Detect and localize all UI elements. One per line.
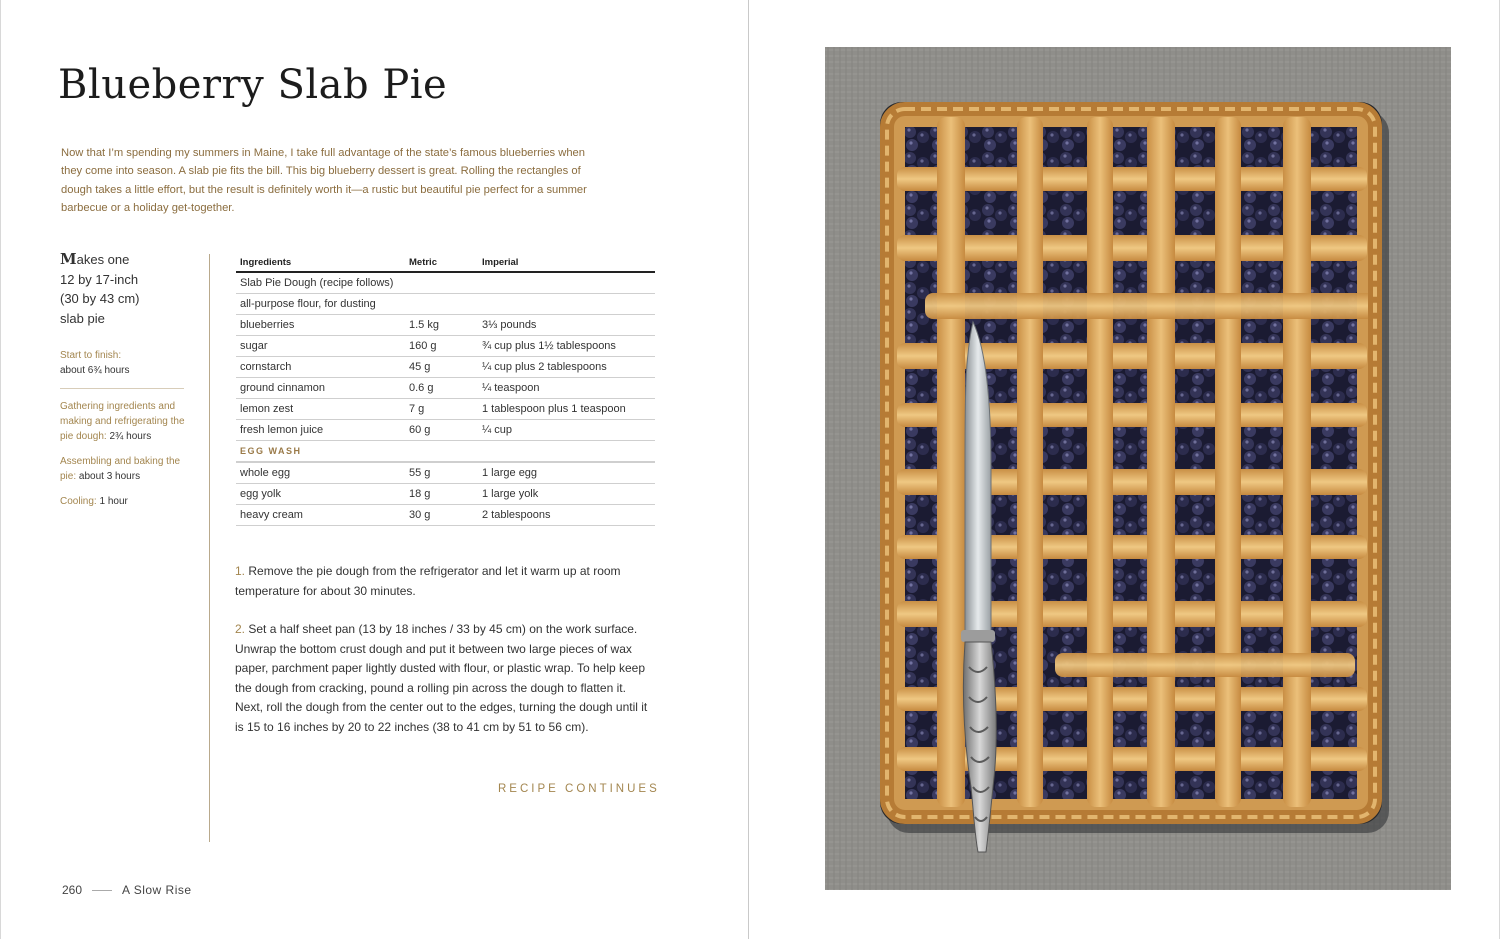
- table-row: all-purpose flour, for dusting: [236, 294, 655, 315]
- book-title: A Slow Rise: [122, 883, 192, 897]
- step-1-text: Remove the pie dough from the refrigerator and let it warm up at room temperature for about 30 minutes.: [235, 564, 621, 598]
- footer-dash: [92, 890, 112, 891]
- header-ingredients: Ingredients: [236, 254, 405, 272]
- step-2: [235, 620, 655, 737]
- yield-line4: slab pie: [60, 310, 105, 326]
- table-header-row: [236, 254, 655, 272]
- blueberry-slab-pie-image: [825, 47, 1451, 890]
- yield-line1: akes one: [76, 252, 130, 267]
- timing-start-to-finish: Start to finish: about 6¾ hours: [60, 348, 184, 389]
- step-2-number: 2.: [235, 622, 246, 636]
- table-row: ground cinnamon 0.6 g ¼ teaspoon: [236, 378, 655, 399]
- table-row: cornstarch 45 g ¼ cup plus 2 tablespoons: [236, 357, 655, 378]
- table-row: Slab Pie Dough (recipe follows): [236, 272, 655, 294]
- recipe-yield: [60, 250, 188, 328]
- page-number: 260: [62, 883, 83, 897]
- table-row: lemon zest 7 g 1 tablespoon plus 1 teaspoon: [236, 399, 655, 420]
- yield-dropcap: M: [60, 250, 77, 268]
- step-1-number: 1.: [235, 564, 246, 578]
- page-footer: [62, 883, 192, 897]
- table-row: whole egg 55 g 1 large egg: [236, 462, 655, 484]
- yield-line3: (30 by 43 cm): [60, 291, 140, 306]
- recipe-intro: Now that I’m spending my summers in Maine, I take full advantage of the state’s famous blueberries when they come into season. A slab pie fits the bill. This big blueberry dessert is great. Rolling the rectangles of dough takes a little effort, but the result is definitely worth it—a rustic but beautiful pie perfect for a summer barbecue or a holiday get-together.: [61, 147, 587, 214]
- timing-dough: Gathering ingredients and making and refrigerating the pie dough: 2¾ hours: [60, 401, 185, 442]
- step-2-text: Set a half sheet pan (13 by 18 inches / 33 by 45 cm) on the work surface. Unwrap the bottom crust dough and put it between two large pieces of wax paper, parchment paper lightly dusted with flour, or plastic wrap. To help keep the dough from cracking, pound a rolling pin across the dough to flatten it. Next, roll the dough from the center out to the edges, turning the dough until it is 15 to 16 inches by 20 to 22 inches (38 to 41 cm by 51 to 56 cm).: [235, 622, 648, 734]
- table-section-egg-wash: EGG WASH: [236, 441, 655, 463]
- header-imperial: Imperial: [478, 254, 655, 272]
- table-row: sugar 160 g ¾ cup plus 1½ tablespoons: [236, 336, 655, 357]
- page-gutter: [748, 0, 749, 939]
- page-edge-left: [0, 0, 1, 939]
- pie-photo: [825, 47, 1451, 890]
- table-row: egg yolk 18 g 1 large yolk: [236, 484, 655, 505]
- yield-line2: 12 by 17-inch: [60, 271, 139, 287]
- timing-cooling: Cooling: 1 hour: [60, 496, 128, 507]
- timing-assembly: Assembling and baking the pie: about 3 hours: [60, 456, 181, 482]
- ingredients-table: [236, 254, 655, 526]
- step-1: [235, 562, 655, 601]
- recipe-title: Blueberry Slab Pie: [58, 62, 448, 108]
- recipe-sidebar: [60, 250, 188, 519]
- recipe-continues-label: RECIPE CONTINUES: [498, 783, 660, 795]
- table-row: fresh lemon juice 60 g ¼ cup: [236, 420, 655, 441]
- sidebar-divider: [209, 254, 210, 842]
- header-metric: Metric: [405, 254, 478, 272]
- table-row: heavy cream 30 g 2 tablespoons: [236, 505, 655, 526]
- table-row: blueberries 1.5 kg 3⅓ pounds: [236, 315, 655, 336]
